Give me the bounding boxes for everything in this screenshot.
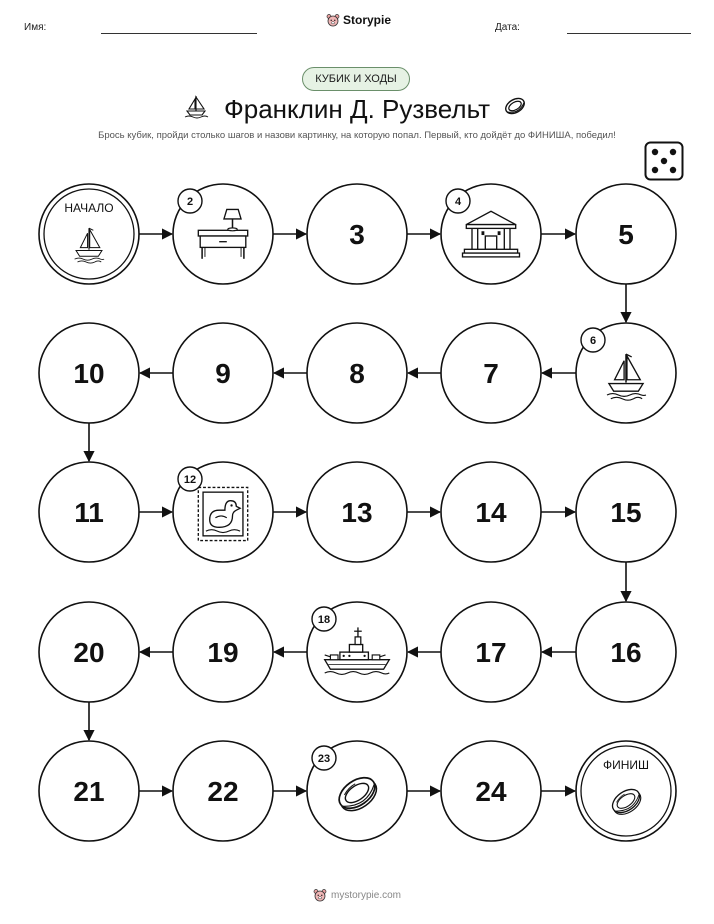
cell-number: 20 (73, 637, 105, 668)
board-cell-13 (307, 462, 407, 562)
board-cell-21 (39, 741, 139, 841)
board-cell-16 (576, 602, 676, 702)
board-cell-25 (576, 741, 676, 841)
board-cell-7 (441, 323, 541, 423)
board-cell-18 (307, 602, 407, 702)
cell-number: 13 (341, 497, 373, 528)
board-cell-5 (576, 184, 676, 284)
date-label: Дата: (495, 22, 520, 33)
duck-stamp-icon (198, 487, 247, 540)
board-cell-23 (307, 741, 407, 841)
cell-number: 16 (610, 637, 642, 668)
board-cell-1 (39, 184, 139, 284)
board-cell-17 (441, 602, 541, 702)
cell-number: 8 (349, 358, 365, 389)
board-cell-11 (39, 462, 139, 562)
cell-number: 23 (317, 753, 331, 765)
cell-number: 6 (589, 335, 597, 347)
cell-number: 7 (483, 358, 499, 389)
board-cell-4 (441, 184, 541, 284)
board-cell-14 (441, 462, 541, 562)
board-cell-22 (173, 741, 273, 841)
cell-number: 15 (610, 497, 642, 528)
cell-number: 24 (475, 776, 507, 807)
cell-number: 12 (183, 474, 197, 486)
cell-label: ФИНИШ (602, 758, 650, 772)
footer-url: mystorypie.com (330, 889, 401, 901)
cell-number: 4 (454, 196, 462, 208)
name-label: Имя: (24, 22, 47, 33)
board-cell-10 (39, 323, 139, 423)
cell-number: 10 (73, 358, 105, 389)
instructions-text: Брось кубик, пройди столько шагов и назови картинку, на которую попал. Первый, кто дойдёт до ФИНИША, победил! (98, 130, 616, 141)
cell-number: 3 (349, 219, 365, 250)
cell-number: 14 (475, 497, 507, 528)
brand-name: Storypie (343, 13, 392, 27)
activity-badge: КУБИК И ХОДЫ (302, 67, 410, 91)
board-cell-6 (576, 323, 676, 423)
cell-number: 22 (207, 776, 239, 807)
cell-number: 19 (207, 637, 239, 668)
cell-number: 17 (475, 637, 507, 668)
board-cell-24 (441, 741, 541, 841)
cell-number: 21 (73, 776, 105, 807)
cell-number: 9 (215, 358, 231, 389)
board-cell-8 (307, 323, 407, 423)
cell-number: 18 (317, 614, 331, 626)
board-cell-9 (173, 323, 273, 423)
cell-number: 11 (74, 497, 104, 528)
page-title: Франклин Д. Рузвельт (223, 94, 491, 124)
bear-mascot-icon (313, 888, 327, 902)
board-cell-3 (307, 184, 407, 284)
cell-number: 5 (618, 219, 634, 250)
cell-number: 2 (186, 196, 194, 208)
board-cell-20 (39, 602, 139, 702)
board-cell-12 (173, 462, 273, 562)
footer (0, 888, 714, 902)
cell-label: НАЧАЛО (64, 201, 114, 215)
board-cell-19 (173, 602, 273, 702)
board-cell-15 (576, 462, 676, 562)
board-cell-2 (173, 184, 273, 284)
